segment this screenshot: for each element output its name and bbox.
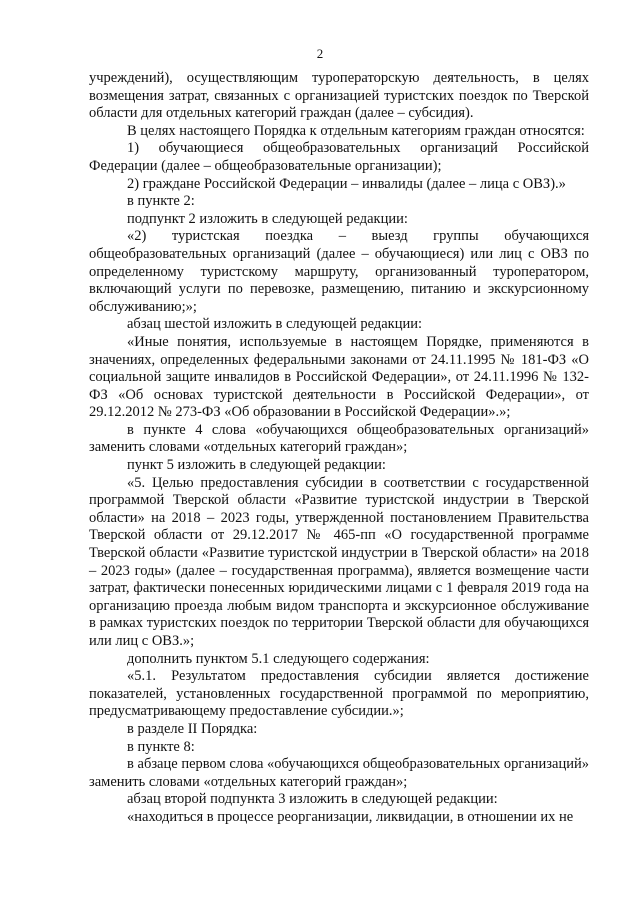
- paragraph: абзац второй подпункта 3 изложить в следующей редакции:: [127, 791, 498, 808]
- paragraph: 2) граждане Российской Федерации – инвалиды (далее – лица с ОВЗ).»: [127, 175, 566, 192]
- document-body: [89, 70, 589, 827]
- paragraph: в пункте 4 слова «обучающихся общеобразовательных организаций» заменить словами «отдельных категорий граждан»;: [89, 421, 589, 456]
- page-number: 2: [316, 46, 324, 61]
- paragraph: дополнить пунктом 5.1 следующего содержания:: [127, 650, 430, 667]
- paragraph: В целях настоящего Порядка к отдельным категориям граждан относятся:: [127, 122, 585, 139]
- paragraph: «5. Целью предоставления субсидии в соответствии с государственной программой Тверской области «Развитие туристской индустрии в Тверской области» на 2018 – 2023 годы, утвержденной постановлением Правительства Тверской области от 29.12.2017 № 465-пп «О государственной программе Тверской области «Развитие туристской индустрии в Тверской области» на 2018 – 2023 годы» (далее – государственная программа), является возмещение части затрат, фактически понесенных юридическими лицами с 1 февраля 2019 года на организацию проезда любым видом транспорта и экскурсионное обслуживание в рамках туристских поездок по территории Тверской области для обучающихся или лиц с ОВЗ.»;: [89, 474, 589, 649]
- paragraph: подпункт 2 изложить в следующей редакции:: [127, 210, 408, 227]
- paragraph: «находиться в процессе реорганизации, ликвидации, в отношении их не: [127, 808, 574, 825]
- paragraph: в разделе II Порядка:: [127, 720, 258, 737]
- paragraph: «Иные понятия, используемые в настоящем Порядке, применяются в значениях, определенных федеральными законами от 24.11.1995 № 181-ФЗ «О социальной защите инвалидов в Российской Федерации», от 24.11.1996 № 132-ФЗ «Об основах туристской деятельности в Российской Федерации», от 29.12.2012 № 273-ФЗ «Об образовании в Российской Федерации».»;: [89, 333, 589, 421]
- paragraph: пункт 5 изложить в следующей редакции:: [127, 457, 386, 474]
- paragraph: в абзаце первом слова «обучающихся общеобразовательных организаций» заменить словами «отдельных категорий граждан»;: [89, 756, 589, 790]
- paragraph: абзац шестой изложить в следующей редакции:: [127, 316, 422, 333]
- paragraph: в пункте 2:: [127, 193, 195, 210]
- paragraph: 1) обучающиеся общеобразовательных организаций Российской Федерации (далее – общеобразовательные организации);: [89, 140, 589, 174]
- paragraph: учреждений), осуществляющим туроператорскую деятельность, в целях возмещения затрат, связанных с организацией туристских поездок по Тверской области для отдельных категорий граждан (далее – субсидия).: [89, 70, 589, 122]
- paragraph: в пункте 8:: [127, 738, 195, 755]
- paragraph: «2) туристская поездка – выезд группы обучающихся общеобразовательных организаций (далее – обучающиеся) или лиц с ОВЗ по определенному туристскому маршруту, организованный туроператором, включающий услуги по перевозке, размещению, питанию и экскурсионному обслуживанию;»;: [89, 228, 589, 315]
- paragraph: «5.1. Результатом предоставления субсидии является достижение показателей, установленных государственной программой по мероприятию, предусматривающему предоставление субсидии.»;: [89, 668, 589, 720]
